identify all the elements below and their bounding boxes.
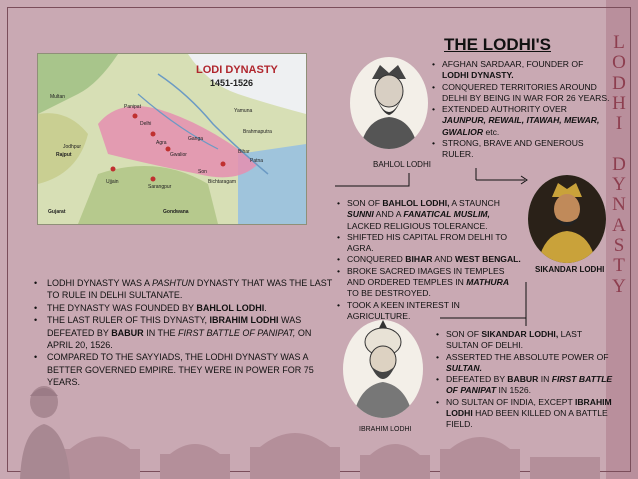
vertical-letter: N [612, 194, 626, 216]
map-place-gwalior: Gwalior [170, 152, 187, 158]
bullet-text: CONQUERED [347, 254, 406, 265]
summary-points [33, 277, 333, 389]
bullet-text: LACKED RELIGIOUS TOLERANCE. [347, 220, 488, 231]
map-place-brahmaputra: Brahmaputra [243, 129, 272, 135]
map-place-jodhpur: Jodhpur [63, 144, 82, 150]
bullet-text: FIRST BATTLE OF PANIPAT, [178, 327, 296, 338]
vertical-letter: L [613, 32, 625, 53]
sikandar-points [337, 198, 523, 322]
vertical-letter: Y [612, 174, 626, 196]
bullet-text: SON OF [347, 198, 383, 208]
bullet-text: BABUR [111, 327, 144, 338]
bullet-text: AND [432, 254, 455, 265]
bullet-text: LODHI DYNASTY WAS A [47, 278, 153, 288]
bullet-text: FIRST BATTLE OF PANIPAT [446, 374, 613, 396]
bullet-text: SHIFTED HIS CAPITAL FROM DELHI TO AGRA. [347, 231, 508, 254]
bullet-text: IN THE [143, 327, 179, 338]
bullet-item [337, 266, 523, 300]
bullet-text: THE DYNASTY WAS FOUNDED BY [47, 302, 197, 313]
bullet-text: IN 1526. [496, 385, 532, 396]
bullet-text: ON APRIL 20, 1526. [47, 327, 312, 351]
bullet-text: BIHAR [405, 254, 433, 265]
bullet-text: BROKE SACRED IMAGES IN TEMPLES AND ORDERED TEMPLES IN [347, 265, 505, 288]
bullet-text: WAS DEFEATED BY [47, 315, 302, 338]
vertical-letter: D [612, 153, 626, 175]
vertical-letter: O [612, 52, 626, 74]
map-place-patna: Patna [250, 158, 264, 164]
map-place-gujarat: Gujarat [48, 209, 66, 215]
bullet-text: SIKANDAR LODHI, [481, 329, 559, 339]
map-place-panipat: Panipat [124, 104, 141, 110]
bullet-item [432, 138, 612, 161]
bullet-text: SON OF [446, 329, 482, 339]
bullet-item [436, 374, 616, 397]
bullet-text: LODHI DYNASTY. [442, 70, 514, 81]
map-place-ganga: Ganga [188, 136, 204, 142]
ibrahim-caption: IBRAHIM LODHI [359, 426, 412, 433]
bullet-item [33, 314, 333, 351]
map-title: LODI DYNASTY [196, 64, 278, 76]
bahlol-points [432, 59, 612, 161]
map-place-rajput: Rajput [56, 152, 72, 158]
bullet-text: EXTENDED AUTHORITY OVER [442, 104, 567, 115]
bullet-text: PASHTUN [152, 278, 195, 288]
bullet-item [337, 300, 523, 323]
map-place-yamuna: Yamuna [234, 108, 253, 114]
vertical-letter: A [612, 214, 626, 236]
map-place-bichtaragam: Bichtaragam [208, 179, 237, 185]
map-place-gondwana: Gondwana [163, 209, 189, 215]
bullet-item [337, 198, 523, 232]
bullet-text: COMPARED TO THE SAYYIADS, THE LODHI DYNASTY WAS A BETTER GOVERNED EMPIRE. THEY WERE IN POWER FOR 75 YEARS. [47, 352, 314, 388]
map-place-multan: Multan [50, 94, 66, 100]
bullet-text: HAD BEEN KILLED ON A BATTLE FIELD. [446, 408, 608, 430]
bullet-text: AND A [373, 209, 404, 220]
slide-title: THE LODHI'S [444, 35, 551, 54]
map-place-son: Son [198, 169, 207, 175]
bullet-text: ASSERTED THE ABSOLUTE POWER OF [446, 351, 609, 362]
bullet-text: STRONG, BRAVE AND GENEROUS RULER. [442, 138, 584, 160]
bullet-text: FANATICAL MUSLIM, [403, 209, 490, 220]
bullet-text: DEFEATED BY [446, 374, 508, 385]
bullet-item [432, 82, 612, 105]
bullet-text: IN [538, 374, 552, 385]
map-place-bihar: Bihar [238, 149, 250, 155]
map-place-agra: Agra [156, 140, 167, 146]
bullet-text: SUNNI [347, 209, 374, 220]
bullet-text: BAHLOL LODHI [196, 302, 265, 313]
bullet-text: TOOK A KEEN INTEREST IN AGRICULTURE. [347, 299, 460, 321]
vertical-letter: Y [612, 275, 626, 297]
bullet-text: NO SULTAN OF INDIA, EXCEPT [446, 396, 575, 407]
bullet-item [33, 302, 333, 314]
bullet-text: JAUNPUR, REWAIL, ITAWAH, MEWAR, GWALIOR [442, 115, 600, 137]
bullet-text: MATHURA [466, 277, 510, 288]
bullet-item [33, 277, 333, 302]
bullet-text: WEST BENGAL. [454, 254, 521, 265]
map-place-ujjain: Ujjain [106, 179, 119, 185]
map-place-sarangpur: Sarangpur [148, 184, 172, 190]
bullet-item [337, 232, 523, 255]
vertical-letter: S [613, 234, 625, 256]
map-place-delhi: Delhi [140, 121, 152, 127]
bullet-text: BABUR [507, 374, 539, 385]
map-years: 1451-1526 [210, 78, 254, 88]
vertical-letter: I [615, 113, 623, 135]
bullet-item [432, 59, 612, 82]
vertical-letter: T [613, 255, 625, 277]
vertical-letter: H [612, 92, 626, 114]
bullet-text: SULTAN. [446, 362, 482, 373]
bullet-text: TO BE DESTROYED. [347, 288, 431, 299]
sikandar-caption: SIKANDAR LODHI [535, 265, 605, 274]
bullet-item [33, 351, 333, 388]
bullet-text: A STAUNCH [449, 198, 500, 208]
bullet-item [436, 329, 616, 352]
vertical-letter: D [612, 72, 626, 94]
bullet-item [436, 352, 616, 375]
bullet-text: THE LAST RULER OF THIS DYNASTY, [47, 315, 210, 326]
bahlol-caption: BAHLOL LODHI [373, 160, 431, 169]
bullet-text: LAST SULTAN OF DELHI. [446, 329, 582, 351]
bullet-text: etc. [483, 126, 500, 137]
bullet-text: BAHLOL LODHI, [382, 198, 450, 208]
bullet-text: DYNASTY THAT WAS THE LAST TO RULE IN DELHI SULTANATE. [47, 278, 333, 301]
bullet-item [337, 254, 523, 265]
bullet-text: CONQUERED TERRITORIES AROUND DELHI BY BEING IN WAR FOR 26 YEARS. [442, 81, 610, 103]
bullet-item [432, 104, 612, 138]
bullet-text: IBRAHIM LODHI [446, 396, 612, 419]
bullet-item [436, 397, 616, 431]
bullet-text: . [264, 302, 267, 313]
bullet-text: IBRAHIM LODHI [209, 315, 279, 326]
ibrahim-points [436, 329, 616, 431]
bullet-text: AFGHAN SARDAAR, FOUNDER OF [442, 59, 584, 69]
